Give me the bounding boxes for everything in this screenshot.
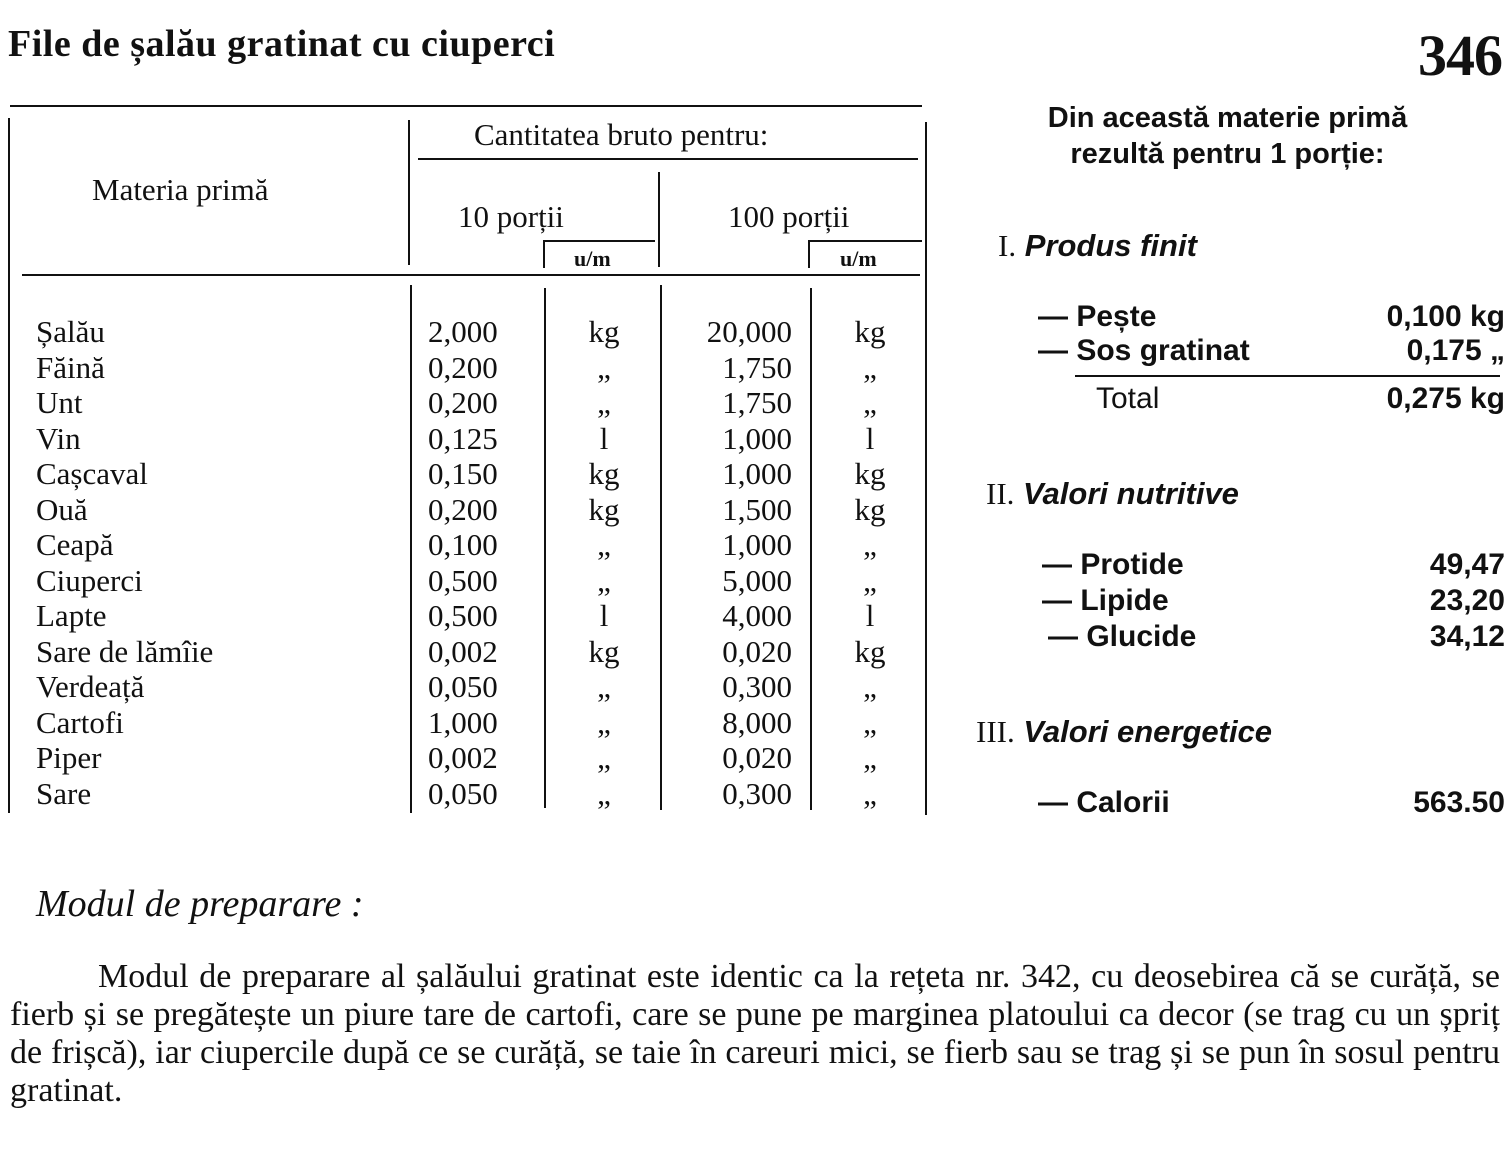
qty-100: 20,000 — [706, 314, 792, 349]
unit-10: l — [599, 420, 609, 456]
qty-100: 5,000 — [722, 562, 792, 598]
header-um-10: u/m — [574, 246, 611, 271]
qty-100: 8,000 — [722, 704, 792, 740]
nutrition-item-protide: — Protide — [1042, 548, 1184, 581]
nutrition-item-glucide: — Glucide — [1048, 620, 1197, 653]
header-um-100: u/m — [840, 246, 877, 271]
section-title: Produs finit — [1024, 228, 1197, 263]
ingredient-name: Vin — [36, 420, 81, 456]
qty-10: 0,002 — [428, 633, 498, 669]
nutrition-value-lipide: 23,20 — [1429, 584, 1505, 617]
unit-100: kg — [854, 491, 886, 527]
unit-10: kg — [588, 456, 620, 491]
nutrition-item-lipide: — Lipide — [1042, 584, 1169, 617]
divider-um10-head — [543, 240, 545, 268]
qty-10: 0,500 — [428, 598, 498, 633]
qty-100: 0,020 — [722, 740, 792, 775]
qty-10: 0,050 — [428, 669, 498, 704]
divider-um100-head — [808, 240, 810, 268]
ingredient-name: Cașcaval — [36, 456, 148, 491]
table-row — [0, 456, 935, 492]
energy-item-calories: — Calorii — [1038, 786, 1170, 819]
finished-total-label: Total — [1096, 382, 1160, 415]
nutrition-value-glucide: 34,12 — [1429, 620, 1505, 653]
qty-100: 1,750 — [722, 349, 792, 385]
unit-10: kg — [588, 314, 620, 349]
unit-100: „ — [863, 349, 877, 385]
preparation-paragraph: Modul de preparare al șalăului gratinat este identic ca la rețeta nr. 342, cu deosebirea că se curăță, se fierb și se pregătește un piure tare de cartofi, care se pune pe marginea platoului ca decor (se trag cu un șpriț de frișcă), iar ciupercile după ce se curăță, se taie în careuri mici, se fierb sau se trag și se pun în sosul pentru gratinat. — [10, 958, 1500, 1109]
section-number: III. — [976, 714, 1015, 749]
ingredient-name: Ouă — [36, 491, 88, 527]
finished-value-sauce: 0,175 „ — [1406, 334, 1505, 367]
ingredient-name: Cartofi — [36, 704, 124, 740]
unit-100: kg — [854, 314, 886, 349]
recipe-number: 346 — [1418, 23, 1502, 88]
panel-heading-line2: rezultă pentru 1 porție: — [1070, 138, 1385, 170]
header-quantity-group: Cantitatea bruto pentru: — [474, 117, 769, 152]
table-row — [0, 314, 935, 350]
ingredient-name: Sare — [36, 775, 92, 811]
preparation-text — [10, 958, 1500, 1110]
table-row — [0, 563, 935, 599]
unit-100: kg — [854, 456, 886, 491]
panel-heading — [950, 100, 1505, 172]
table-header-rule — [22, 274, 920, 276]
table-top-rule — [10, 105, 922, 107]
finished-value-fish: 0,100 kg — [1386, 300, 1505, 333]
page-title: File de șalău gratinat cu ciuperci — [8, 23, 556, 65]
table-row — [0, 421, 935, 457]
ingredient-name: Lapte — [36, 598, 107, 633]
ingredient-name: Verdeață — [36, 669, 145, 704]
qty-100: 1,000 — [722, 456, 792, 491]
unit-100: „ — [863, 704, 877, 740]
unit-10: „ — [597, 775, 611, 811]
unit-100: l — [865, 420, 875, 456]
table-row — [0, 492, 935, 528]
qty-100: 0,300 — [722, 669, 792, 704]
ingredient-name: Șalău — [36, 314, 105, 349]
unit-10: kg — [588, 491, 620, 527]
qty-10: 0,200 — [428, 491, 498, 527]
unit-10: „ — [597, 527, 611, 562]
table-row — [0, 705, 935, 741]
unit-100: kg — [854, 633, 886, 669]
qty-100: 4,000 — [722, 598, 792, 633]
ingredient-name: Ciuperci — [36, 562, 143, 598]
qty-10: 2,000 — [428, 314, 498, 349]
section-energy — [976, 714, 1272, 750]
unit-100: „ — [863, 385, 877, 420]
table-row — [0, 598, 935, 634]
um100-rule — [810, 240, 922, 242]
unit-10: „ — [597, 562, 611, 598]
unit-100: „ — [863, 775, 877, 811]
ingredient-name: Piper — [36, 740, 102, 775]
table-row — [0, 740, 935, 776]
qty-100: 0,020 — [722, 633, 792, 669]
qty-10: 0,200 — [428, 385, 498, 420]
table-row — [0, 776, 935, 812]
unit-10: „ — [597, 385, 611, 420]
divider-10-100 — [658, 172, 660, 267]
header-100-portions: 100 porții — [728, 199, 850, 234]
section-number: I. — [998, 228, 1017, 263]
qty-100: 1,000 — [722, 420, 792, 456]
qty-10: 0,050 — [428, 775, 498, 811]
ingredient-name: Sare de lămîie — [36, 633, 214, 669]
unit-100: „ — [863, 562, 877, 598]
qty-10: 0,002 — [428, 740, 498, 775]
table-row — [0, 385, 935, 421]
unit-10: „ — [597, 349, 611, 385]
unit-100: „ — [863, 740, 877, 775]
unit-10: „ — [597, 740, 611, 775]
ingredient-name: Unt — [36, 385, 83, 420]
divider-material — [408, 120, 410, 265]
section-title: Valori nutritive — [1023, 476, 1239, 511]
unit-100: „ — [863, 527, 877, 562]
group-header-rule — [418, 158, 918, 160]
qty-100: 1,000 — [722, 527, 792, 562]
finished-total-value: 0,275 kg — [1386, 382, 1505, 415]
energy-value-calories: 563.50 — [1413, 786, 1505, 819]
preparation-heading: Modul de preparare : — [36, 883, 364, 925]
nutrition-value-protide: 49,47 — [1429, 548, 1505, 581]
ingredients-table — [0, 100, 935, 820]
qty-100: 0,300 — [722, 775, 792, 811]
unit-100: l — [865, 598, 875, 633]
unit-100: „ — [863, 669, 877, 704]
yield-panel — [950, 100, 1505, 819]
unit-10: l — [599, 598, 609, 633]
table-row — [0, 669, 935, 705]
section-number: II. — [986, 476, 1015, 511]
section-finished-product — [998, 228, 1197, 264]
ingredient-name: Ceapă — [36, 527, 114, 562]
qty-10: 0,500 — [428, 562, 498, 598]
table-row — [0, 350, 935, 386]
table-row — [0, 634, 935, 670]
header-material: Materia primă — [92, 172, 269, 207]
qty-10: 0,150 — [428, 456, 498, 491]
unit-10: „ — [597, 704, 611, 740]
finished-item-sauce: — Sos gratinat — [1038, 334, 1250, 367]
unit-10: kg — [588, 633, 620, 669]
panel-heading-line1: Din această materie primă — [1047, 102, 1408, 134]
qty-10: 1,000 — [428, 704, 498, 740]
finished-item-fish: — Pește — [1038, 300, 1157, 333]
section-nutrition — [986, 476, 1239, 512]
section-title: Valori energetice — [1023, 714, 1273, 749]
total-rule — [1075, 375, 1500, 377]
ingredient-name: Făină — [36, 349, 105, 385]
header-10-portions: 10 porții — [458, 199, 564, 234]
qty-100: 1,500 — [722, 491, 792, 527]
qty-10: 0,200 — [428, 349, 498, 385]
unit-10: „ — [597, 669, 611, 704]
um10-rule — [545, 240, 655, 242]
qty-10: 0,100 — [428, 527, 498, 562]
qty-100: 1,750 — [722, 385, 792, 420]
qty-10: 0,125 — [428, 420, 498, 456]
table-row — [0, 527, 935, 563]
